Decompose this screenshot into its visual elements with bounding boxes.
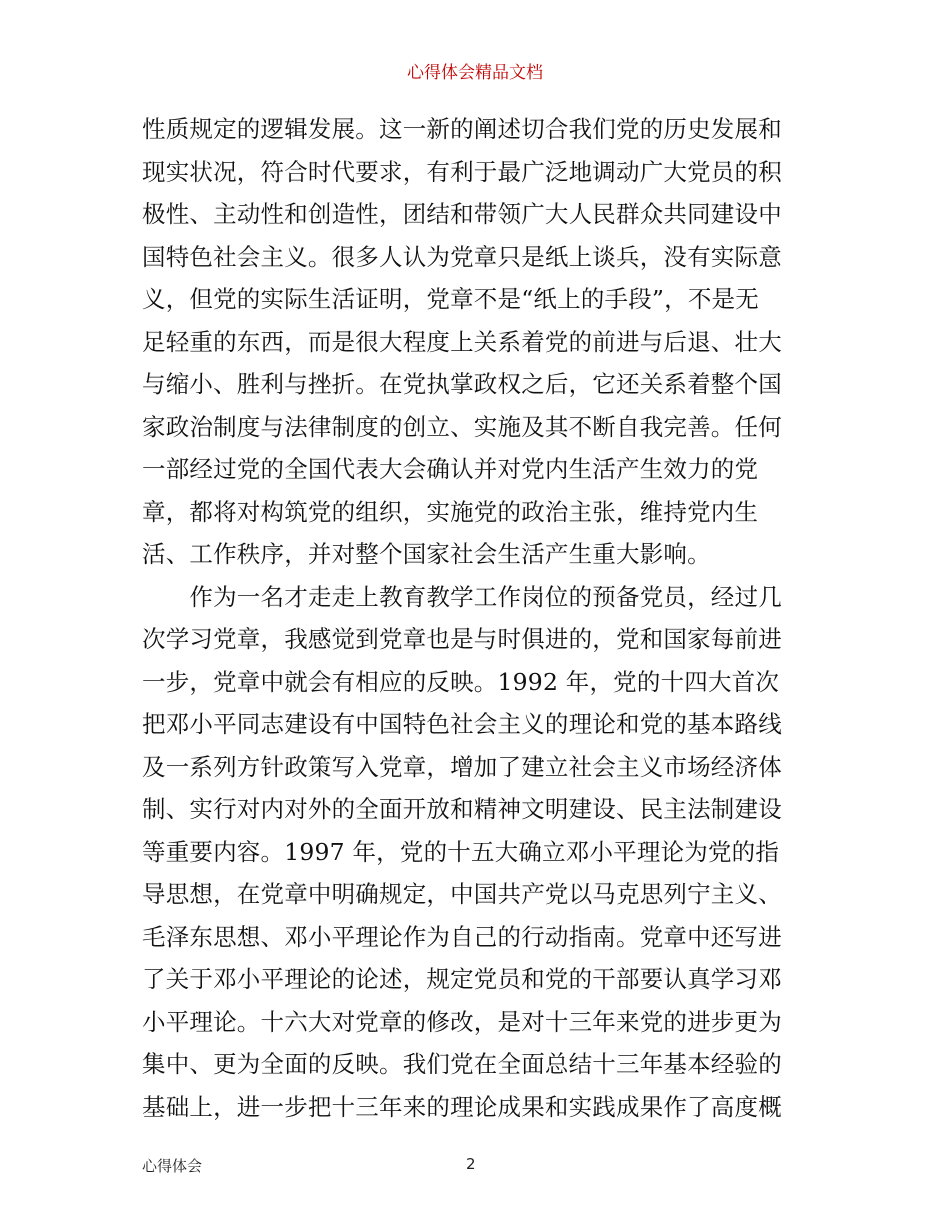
text-line: 现实状况，符合时代要求，有利于最广泛地调动广大党员的积 — [142, 157, 782, 186]
text-line: 集中、更为全面的反映。我们党在全面总结十三年基本经验的 — [142, 1050, 782, 1078]
text-line: 毛泽东思想、邓小平理论作为自己的行动指南。党章中还写进 — [142, 922, 782, 951]
text-line: 了关于邓小平理论的论述，规定党员和党的干部要认真学习邓 — [142, 965, 782, 993]
document-body — [142, 108, 814, 1128]
text-line: 国特色社会主义。很多人认为党章只是纸上谈兵，没有实际意 — [142, 242, 782, 271]
text-line: 小平理论。十六大对党章的修改，是对十三年来党的进步更为 — [142, 1007, 782, 1036]
text-line: 极性、主动性和创造性，团结和带领广大人民群众共同建设中 — [142, 200, 782, 228]
text-line: 与缩小、胜利与挫折。在党执掌政权之后，它还关系着整个国 — [142, 370, 782, 398]
text-line: 一步，党章中就会有相应的反映。1992 年，党的十四大首次 — [142, 667, 780, 696]
text-line: 基础上，进一步把十三年来的理论成果和实践成果作了高度概 — [142, 1092, 782, 1121]
document-header-title: 心得体会精品文档 — [407, 63, 543, 83]
text-line: 章，都将对构筑党的组织，实施党的政治主张，维持党内生 — [142, 497, 759, 526]
text-line: 及一系列方针政策写入党章，增加了建立社会主义市场经济体 — [142, 752, 782, 781]
text-line: 制、实行对内对外的全面开放和精神文明建设、民主法制建设 — [142, 795, 782, 823]
text-line: 义，但党的实际生活证明，党章不是“纸上的手段”，不是无 — [142, 285, 759, 313]
text-line: 导思想，在党章中明确规定，中国共产党以马克思列宁主义、 — [142, 880, 782, 908]
text-line: 等重要内容。1997 年，党的十五大确立邓小平理论为党的指 — [142, 837, 780, 866]
text-line: 次学习党章，我感觉到党章也是与时俱进的，党和国家每前进 — [142, 625, 782, 653]
text-line: 足轻重的东西，而是很大程度上关系着党的前进与后退、壮大 — [142, 327, 782, 356]
text-line: 家政治制度与法律制度的创立、实施及其不断自我完善。任何 — [142, 412, 782, 441]
page-number: 2 — [466, 1155, 476, 1173]
text-line: 活、工作秩序，并对整个国家社会生活产生重大影响。 — [142, 540, 711, 568]
text-line: 性质规定的逻辑发展。这一新的阐述切合我们党的历史发展和 — [142, 115, 782, 143]
text-line: 作为一名才走走上教育教学工作岗位的预备党员，经过几 — [142, 582, 782, 611]
footer-label: 心得体会 — [142, 1157, 203, 1175]
text-line: 把邓小平同志建设有中国特色社会主义的理论和党的基本路线 — [142, 710, 782, 738]
text-line: 一部经过党的全国代表大会确认并对党内生活产生效力的党 — [142, 455, 759, 483]
